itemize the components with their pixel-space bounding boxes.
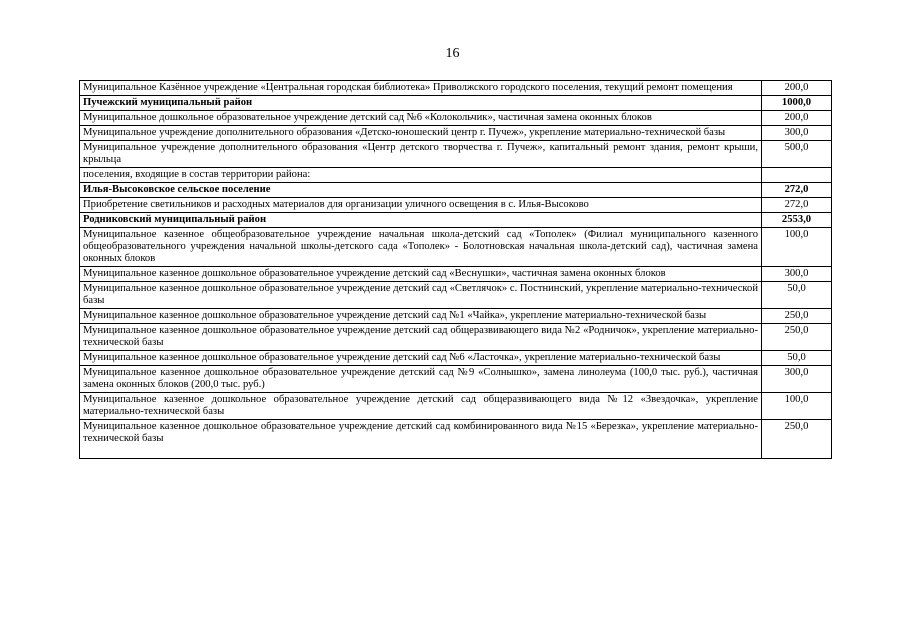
row-description: Муниципальное казенное дошкольное образовательное учреждение детский сад №1 «Чайка», укрепление материально-технической базы xyxy=(80,309,762,324)
row-amount: 100,0 xyxy=(762,228,832,267)
row-description: поселения, входящие в состав территории района: xyxy=(80,168,762,183)
row-amount: 250,0 xyxy=(762,309,832,324)
row-description: Муниципальное казенное дошкольное образовательное учреждение детский сад общеразвивающего вида №12 «Звездочка», укрепление материально-технической базы xyxy=(80,393,762,420)
row-description: Муниципальное казенное дошкольное образовательное учреждение детский сад «Веснушки», частичная замена оконных блоков xyxy=(80,267,762,282)
section-header-row xyxy=(80,96,832,111)
row-description: Приобретение светильников и расходных материалов для организации уличного освещения в с. Илья-Высоково xyxy=(80,198,762,213)
row-description: Муниципальное казенное дошкольное образовательное учреждение детский сад «Светлячок» с. Постнинский, укрепление материально-технической базы xyxy=(80,282,762,309)
table-row xyxy=(80,282,832,309)
row-amount: 272,0 xyxy=(762,198,832,213)
row-description: Муниципальное дошкольное образовательное учреждение детский сад №6 «Колокольчик», частичная замена оконных блоков xyxy=(80,111,762,126)
table-row xyxy=(80,420,832,459)
row-amount: 50,0 xyxy=(762,351,832,366)
page-number: 16 xyxy=(445,46,460,61)
row-amount: 200,0 xyxy=(762,111,832,126)
row-description: Муниципальное Казённое учреждение «Центральная городская библиотека» Приволжского городского поселения, текущий ремонт помещения xyxy=(80,81,762,96)
table-row xyxy=(80,324,832,351)
row-amount: 300,0 xyxy=(762,126,832,141)
row-description: Муниципальное казенное дошкольное образовательное учреждение детский сад комбинированного вида №15 «Березка», укрепление материально-технической базы xyxy=(80,420,762,459)
table-row xyxy=(80,351,832,366)
row-amount: 300,0 xyxy=(762,267,832,282)
budget-table xyxy=(79,80,832,459)
table-row xyxy=(80,198,832,213)
row-amount: 250,0 xyxy=(762,324,832,351)
row-amount: 2553,0 xyxy=(762,213,832,228)
table-row xyxy=(80,126,832,141)
row-amount: 100,0 xyxy=(762,393,832,420)
table-row xyxy=(80,141,832,168)
table-row xyxy=(80,111,832,126)
row-amount: 250,0 xyxy=(762,420,832,459)
row-amount: 500,0 xyxy=(762,141,832,168)
table-row xyxy=(80,393,832,420)
section-header-row xyxy=(80,213,832,228)
table-row xyxy=(80,81,832,96)
row-description: Илья-Высоковское сельское поселение xyxy=(80,183,762,198)
section-header-row xyxy=(80,183,832,198)
row-amount: 272,0 xyxy=(762,183,832,198)
row-description: Муниципальное казенное дошкольное образовательное учреждение детский сад №6 «Ласточка», укрепление материально-технической базы xyxy=(80,351,762,366)
row-amount: 50,0 xyxy=(762,282,832,309)
row-amount: 300,0 xyxy=(762,366,832,393)
row-amount: 200,0 xyxy=(762,81,832,96)
row-description: Родниковский муниципальный район xyxy=(80,213,762,228)
table-row xyxy=(80,309,832,324)
row-description: Муниципальное казенное дошкольное образовательное учреждение детский сад №9 «Солнышко», замена линолеума (100,0 тыс. руб.), частичная замена оконных блоков (200,0 тыс. руб.) xyxy=(80,366,762,393)
row-amount xyxy=(762,168,832,183)
table-row xyxy=(80,168,832,183)
row-description: Муниципальное учреждение дополнительного образования «Центр детского творчества г. Пучеж», капитальный ремонт здания, ремонт крыши, крыльца xyxy=(80,141,762,168)
row-description: Муниципальное казенное общеобразовательное учреждение начальная школа-детский сад «Тополек» (Филиал муниципального казенного общеобразовательного учреждения начальной школы-детского сада «Тополек» - Болотновская начальная школа-детский сад), частичная замена оконных блоков xyxy=(80,228,762,267)
row-description: Муниципальное учреждение дополнительного образования «Детско-юношеский центр г. Пучеж», укрепление материально-технической базы xyxy=(80,126,762,141)
row-description: Муниципальное казенное дошкольное образовательное учреждение детский сад общеразвивающего вида №2 «Родничок», укрепление материально-технической базы xyxy=(80,324,762,351)
table-row xyxy=(80,267,832,282)
table-row xyxy=(80,228,832,267)
row-description: Пучежский муниципальный район xyxy=(80,96,762,111)
table-row xyxy=(80,366,832,393)
budget-table-body xyxy=(80,81,832,459)
row-amount: 1000,0 xyxy=(762,96,832,111)
